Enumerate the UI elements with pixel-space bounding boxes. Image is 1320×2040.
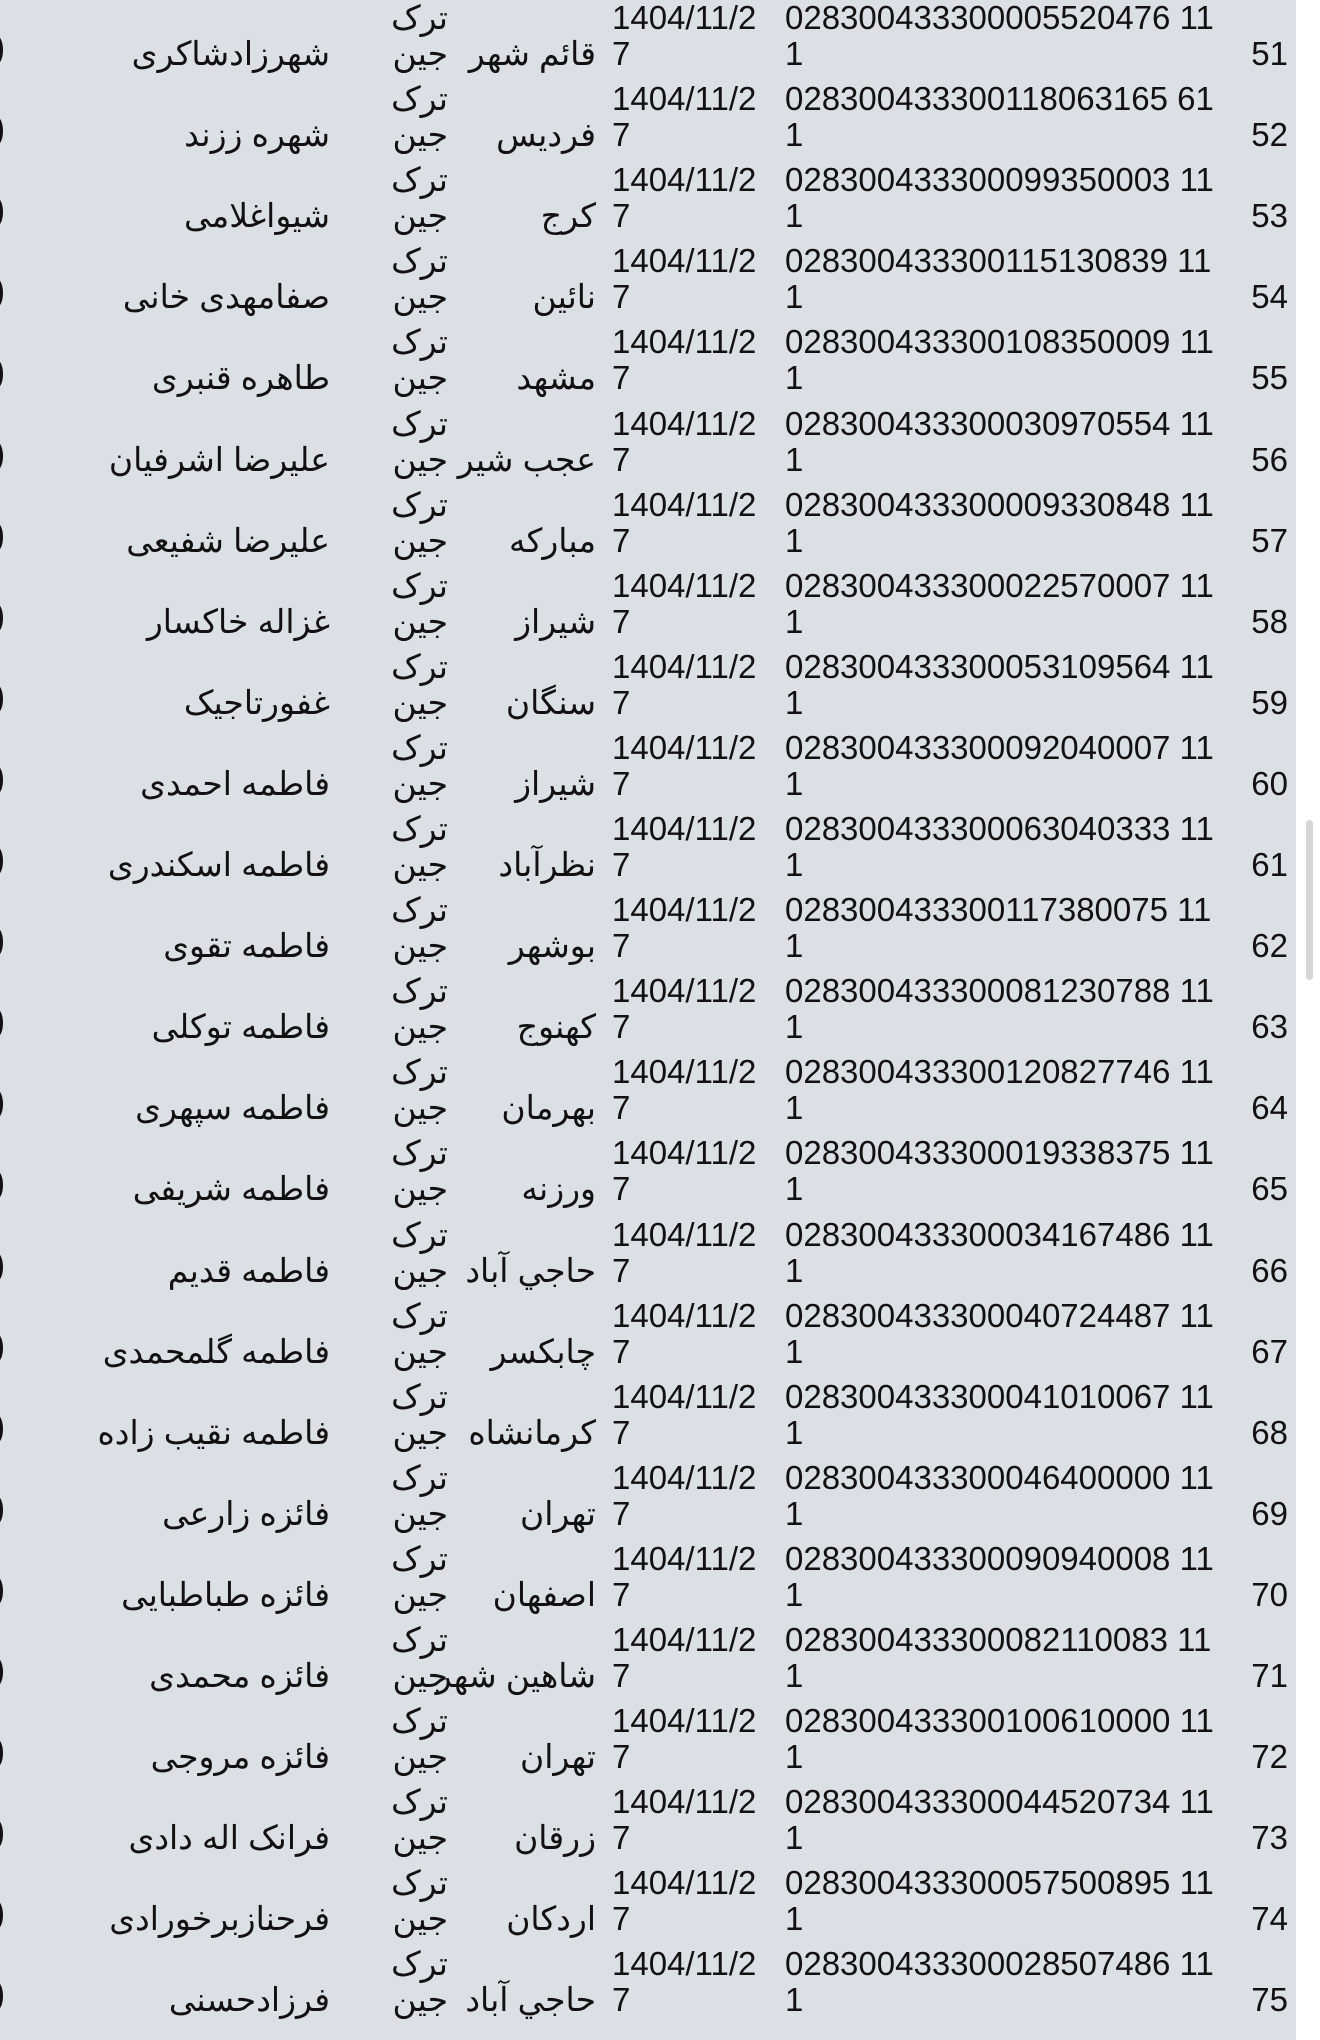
row-number: 70	[1251, 1575, 1288, 1613]
city: بوشهر	[508, 927, 596, 965]
tracking-code-wrap: 1	[785, 1170, 804, 1208]
table-row	[0, 730, 1296, 811]
cut-off-glyph	[0, 928, 3, 956]
full-name: غزاله خاکسار	[146, 602, 330, 640]
full-name: فاطمه سپهری	[135, 1089, 330, 1127]
item-type-wrap: جین	[392, 35, 448, 72]
date-wrap: 7	[612, 683, 631, 721]
tracking-code: 028300433300046400000 11	[785, 1458, 1214, 1496]
item-type: ترک	[391, 0, 448, 36]
item-type-wrap: جین	[392, 1657, 448, 1694]
table-row	[0, 568, 1296, 649]
table-row	[0, 811, 1296, 892]
cut-off-glyph	[0, 1496, 3, 1524]
table-row	[0, 243, 1296, 324]
item-type-wrap: جین	[392, 683, 448, 721]
tracking-code: 028300433300022570007 11	[785, 566, 1214, 604]
full-name: غفورتاجیک	[183, 683, 330, 721]
tracking-code: 028300433300108350009 11	[785, 323, 1214, 361]
item-type-wrap: جین	[392, 1494, 448, 1532]
tracking-code-wrap: 1	[785, 1657, 804, 1694]
date: 1404/11/2	[612, 1539, 757, 1577]
row-number: 71	[1251, 1657, 1288, 1694]
row-number: 68	[1251, 1413, 1288, 1451]
scrollbar-thumb[interactable]	[1306, 820, 1313, 980]
row-number: 63	[1251, 1008, 1288, 1046]
date: 1404/11/2	[612, 161, 757, 199]
row-number: 54	[1251, 278, 1288, 316]
cut-off-glyph	[0, 1658, 3, 1686]
row-number: 74	[1251, 1900, 1288, 1938]
city: کرمانشاه	[468, 1413, 596, 1451]
tracking-code: 028300433300019338375 11	[785, 1134, 1214, 1172]
city: حاجي آباد	[465, 1981, 596, 2019]
table-row	[0, 1541, 1296, 1622]
full-name: فاطمه شریفی	[132, 1170, 330, 1208]
table-row	[0, 162, 1296, 243]
tracking-code: 028300433300030970554 11	[785, 404, 1214, 442]
city: کرج	[540, 197, 596, 235]
date-wrap: 7	[612, 1089, 631, 1127]
tracking-code: 028300433300081230788 11	[785, 972, 1214, 1010]
tracking-code-wrap: 1	[785, 1332, 804, 1370]
tracking-code-wrap: 1	[785, 846, 804, 883]
table-row	[0, 1946, 1296, 2027]
row-number: 51	[1251, 35, 1288, 72]
scrollbar-track[interactable]	[1296, 0, 1320, 2040]
city: سنگان	[505, 683, 596, 721]
cut-off-glyph	[0, 279, 3, 307]
table-row	[0, 649, 1296, 730]
item-type: ترک	[391, 1621, 448, 1658]
full-name: علیرضا اشرفیان	[108, 440, 330, 478]
full-name: فائزه طباطبایی	[121, 1575, 330, 1613]
row-number: 53	[1251, 197, 1288, 235]
item-type: ترک	[391, 647, 448, 685]
full-name: فائزه محمدی	[149, 1657, 330, 1694]
date: 1404/11/2	[612, 485, 757, 523]
city: قائم شهر	[468, 35, 596, 72]
tracking-code: 028300433300115130839 11	[785, 242, 1212, 280]
full-name: فرزادحسنی	[168, 1981, 330, 2019]
table-row	[0, 406, 1296, 487]
cut-off-glyph	[0, 1090, 3, 1118]
date: 1404/11/2	[612, 1458, 757, 1496]
row-number: 69	[1251, 1494, 1288, 1532]
table-row	[0, 1622, 1296, 1703]
date-wrap: 7	[612, 1819, 631, 1857]
row-number: 60	[1251, 764, 1288, 802]
item-type-wrap: جین	[392, 278, 448, 316]
city: مشهد	[516, 359, 596, 397]
city: اصفهان	[492, 1575, 596, 1613]
tracking-code: 028300433300009330848 11	[785, 485, 1214, 523]
row-number: 57	[1251, 521, 1288, 559]
tracking-code: 028300433300034167486 11	[785, 1215, 1214, 1253]
item-type: ترک	[391, 1134, 448, 1172]
full-name: فاطمه توکلی	[151, 1008, 330, 1046]
date: 1404/11/2	[612, 242, 757, 280]
cut-off-glyph	[0, 1982, 3, 2010]
item-type: ترک	[391, 728, 448, 766]
row-number: 65	[1251, 1170, 1288, 1208]
date: 1404/11/2	[612, 1053, 757, 1091]
item-type-wrap: جین	[392, 1008, 448, 1046]
date: 1404/11/2	[612, 0, 757, 36]
cut-off-glyph	[0, 360, 3, 388]
tracking-code-wrap: 1	[785, 1575, 804, 1613]
tracking-code-wrap: 1	[785, 1494, 804, 1532]
tracking-code-wrap: 1	[785, 1819, 804, 1857]
item-type-wrap: جین	[392, 927, 448, 965]
city: کهنوج	[516, 1008, 596, 1046]
date-wrap: 7	[612, 1494, 631, 1532]
item-type: ترک	[391, 1945, 448, 1983]
tracking-code: 028300433300100610000 11	[785, 1702, 1214, 1740]
tracking-code-wrap: 1	[785, 602, 804, 640]
full-name: فاطمه تقوی	[163, 927, 330, 965]
city: اردکان	[506, 1900, 596, 1938]
item-type: ترک	[391, 566, 448, 604]
full-name: فائزه مروجی	[150, 1738, 330, 1776]
table-row	[0, 1298, 1296, 1379]
cut-off-glyph	[0, 604, 3, 632]
table-row	[0, 81, 1296, 162]
full-name: فرانک اله دادی	[128, 1819, 330, 1857]
row-number: 66	[1251, 1251, 1288, 1289]
row-number: 67	[1251, 1332, 1288, 1370]
date-wrap: 7	[612, 1251, 631, 1289]
tracking-code-wrap: 1	[785, 35, 804, 72]
full-name: فاطمه اسکندری	[107, 846, 330, 883]
full-name: فاطمه نقیب زاده	[97, 1413, 330, 1451]
city: فرديس	[496, 116, 596, 154]
full-name: شیواغلامی	[184, 197, 330, 235]
item-type-wrap: جین	[392, 1819, 448, 1857]
date: 1404/11/2	[612, 80, 757, 118]
cut-off-glyph	[0, 685, 3, 713]
date-wrap: 7	[612, 359, 631, 397]
table-row	[0, 487, 1296, 568]
date-wrap: 7	[612, 1981, 631, 2019]
city: شيراز	[515, 764, 596, 802]
cut-off-glyph	[0, 1253, 3, 1281]
item-type-wrap: جین	[392, 1738, 448, 1776]
date: 1404/11/2	[612, 566, 757, 604]
cut-off-glyph	[0, 766, 3, 794]
item-type-wrap: جین	[392, 764, 448, 802]
item-type: ترک	[391, 972, 448, 1010]
table-row	[0, 1054, 1296, 1135]
item-type: ترک	[391, 161, 448, 199]
date-wrap: 7	[612, 1008, 631, 1046]
tracking-code-wrap: 1	[785, 764, 804, 802]
table-row	[0, 1135, 1296, 1216]
tracking-code-wrap: 1	[785, 1008, 804, 1046]
cut-off-glyph	[0, 1334, 3, 1362]
cut-off-glyph	[0, 523, 3, 551]
row-number: 64	[1251, 1089, 1288, 1127]
item-type-wrap: جین	[392, 521, 448, 559]
city: ورزنه	[521, 1170, 596, 1208]
tracking-code: 028300433300053109564 11	[785, 647, 1214, 685]
city: شاهين شهر	[435, 1657, 596, 1694]
date-wrap: 7	[612, 764, 631, 802]
table-row	[0, 1460, 1296, 1541]
table-row	[0, 973, 1296, 1054]
item-type: ترک	[391, 891, 448, 929]
date-wrap: 7	[612, 278, 631, 316]
tracking-code: 028300433300099350003 11	[785, 161, 1214, 199]
city: تهران	[519, 1494, 596, 1532]
table-row	[0, 0, 1296, 81]
row-number: 61	[1251, 846, 1288, 883]
date: 1404/11/2	[612, 1945, 757, 1983]
date: 1404/11/2	[612, 728, 757, 766]
item-type-wrap: جین	[392, 1413, 448, 1451]
date-wrap: 7	[612, 521, 631, 559]
tracking-code-wrap: 1	[785, 1413, 804, 1451]
item-type-wrap: جین	[392, 1089, 448, 1127]
tracking-code: 028300433300005520476 11	[785, 0, 1214, 36]
item-type-wrap: جین	[392, 1170, 448, 1208]
table-row	[0, 1865, 1296, 1946]
tracking-code: 028300433300090940008 11	[785, 1539, 1214, 1577]
date: 1404/11/2	[612, 972, 757, 1010]
row-number: 52	[1251, 116, 1288, 154]
item-type: ترک	[391, 1783, 448, 1821]
tracking-code-wrap: 1	[785, 927, 804, 965]
full-name: طاهره قنبری	[151, 359, 330, 397]
tracking-code: 028300433300044520734 11	[785, 1783, 1214, 1821]
table-row	[0, 1379, 1296, 1460]
date-wrap: 7	[612, 602, 631, 640]
item-type: ترک	[391, 1377, 448, 1415]
tracking-code: 028300433300092040007 11	[785, 728, 1214, 766]
item-type-wrap: جین	[392, 1575, 448, 1613]
date: 1404/11/2	[612, 1134, 757, 1172]
date-wrap: 7	[612, 116, 631, 154]
item-type: ترک	[391, 242, 448, 280]
tracking-code-wrap: 1	[785, 197, 804, 235]
city: نائين	[532, 278, 596, 316]
full-name: فاطمه احمدی	[140, 764, 330, 802]
item-type: ترک	[391, 1702, 448, 1740]
date-wrap: 7	[612, 1413, 631, 1451]
cut-off-glyph	[0, 1577, 3, 1605]
date: 1404/11/2	[612, 891, 757, 929]
full-name: صفامهدی خانی	[122, 278, 330, 316]
cut-off-glyph	[0, 1415, 3, 1443]
date-wrap: 7	[612, 1657, 631, 1694]
item-type: ترک	[391, 1296, 448, 1334]
date: 1404/11/2	[612, 1377, 757, 1415]
city: شيراز	[515, 602, 596, 640]
row-number: 73	[1251, 1819, 1288, 1857]
date-wrap: 7	[612, 1332, 631, 1370]
date-wrap: 7	[612, 927, 631, 965]
cut-off-glyph	[0, 1901, 3, 1929]
tracking-code-wrap: 1	[785, 440, 804, 478]
item-type-wrap: جین	[392, 440, 448, 478]
cut-off-glyph	[0, 117, 3, 145]
tracking-code: 028300433300063040333 11	[785, 810, 1214, 847]
cut-off-glyph	[0, 1820, 3, 1848]
item-type: ترک	[391, 1053, 448, 1091]
tracking-code: 028300433300120827746 11	[785, 1053, 1214, 1091]
row-number: 58	[1251, 602, 1288, 640]
item-type-wrap: جین	[392, 1981, 448, 2019]
city: حاجي آباد	[465, 1251, 596, 1289]
full-name: فرحنازبرخورادی	[109, 1900, 330, 1938]
date-wrap: 7	[612, 35, 631, 72]
city: زرقان	[514, 1819, 596, 1857]
city: مبارکه	[508, 521, 596, 559]
date: 1404/11/2	[612, 1864, 757, 1902]
tracking-code-wrap: 1	[785, 1251, 804, 1289]
tracking-code: 028300433300117380075 11	[785, 891, 1212, 929]
item-type-wrap: جین	[392, 1332, 448, 1370]
date: 1404/11/2	[612, 1215, 757, 1253]
date-wrap: 7	[612, 1738, 631, 1776]
tracking-code-wrap: 1	[785, 521, 804, 559]
item-type: ترک	[391, 485, 448, 523]
tracking-code-wrap: 1	[785, 1738, 804, 1776]
date: 1404/11/2	[612, 323, 757, 361]
tracking-code: 028300433300041010067 11	[785, 1377, 1214, 1415]
tracking-code: 028300433300040724487 11	[785, 1296, 1214, 1334]
tracking-code-wrap: 1	[785, 1981, 804, 2019]
full-name: علیرضا شفیعی	[126, 521, 330, 559]
full-name: فاطمه گلمحمدی	[102, 1332, 330, 1370]
row-number: 72	[1251, 1738, 1288, 1776]
table-row	[0, 1703, 1296, 1784]
full-name: فائزه زارعی	[162, 1494, 330, 1532]
item-type-wrap: جین	[392, 359, 448, 397]
city: عجب شير	[457, 440, 596, 478]
date: 1404/11/2	[612, 810, 757, 847]
row-number: 75	[1251, 1981, 1288, 2019]
date-wrap: 7	[612, 846, 631, 883]
row-number: 56	[1251, 440, 1288, 478]
table-row	[0, 1784, 1296, 1865]
city: چابکسر	[490, 1332, 596, 1370]
item-type: ترک	[391, 80, 448, 118]
tracking-code-wrap: 1	[785, 1900, 804, 1938]
row-number: 59	[1251, 683, 1288, 721]
item-type: ترک	[391, 1215, 448, 1253]
item-type: ترک	[391, 1458, 448, 1496]
item-type-wrap: جین	[392, 1900, 448, 1938]
cut-off-glyph	[0, 198, 3, 226]
full-name: شهره ززند	[184, 116, 330, 154]
date-wrap: 7	[612, 440, 631, 478]
tracking-code: 028300433300057500895 11	[785, 1864, 1214, 1902]
item-type: ترک	[391, 404, 448, 442]
city: بهرمان	[501, 1089, 596, 1127]
cut-off-glyph	[0, 36, 3, 64]
tracking-code-wrap: 1	[785, 278, 804, 316]
tracking-code: 028300433300082110083 11	[785, 1621, 1212, 1658]
item-type-wrap: جین	[392, 116, 448, 154]
date: 1404/11/2	[612, 1702, 757, 1740]
item-type: ترک	[391, 810, 448, 847]
date: 1404/11/2	[612, 404, 757, 442]
cut-off-glyph	[0, 847, 3, 875]
item-type: ترک	[391, 323, 448, 361]
date-wrap: 7	[612, 1575, 631, 1613]
row-number: 55	[1251, 359, 1288, 397]
date: 1404/11/2	[612, 1621, 757, 1658]
date: 1404/11/2	[612, 1296, 757, 1334]
full-name: فاطمه قدیم	[167, 1251, 330, 1289]
date: 1404/11/2	[612, 1783, 757, 1821]
date-wrap: 7	[612, 1170, 631, 1208]
table-row	[0, 892, 1296, 973]
item-type-wrap: جین	[392, 846, 448, 883]
date: 1404/11/2	[612, 647, 757, 685]
tracking-code-wrap: 1	[785, 116, 804, 154]
date-wrap: 7	[612, 1900, 631, 1938]
table-row	[0, 1217, 1296, 1298]
cut-off-glyph	[0, 1171, 3, 1199]
cut-off-glyph	[0, 442, 3, 470]
row-number: 62	[1251, 927, 1288, 965]
item-type-wrap: جین	[392, 602, 448, 640]
tracking-code: 028300433300028507486 11	[785, 1945, 1214, 1983]
cut-off-glyph	[0, 1739, 3, 1767]
date-wrap: 7	[612, 197, 631, 235]
cut-off-glyph	[0, 1009, 3, 1037]
item-type-wrap: جین	[392, 1251, 448, 1289]
tracking-code-wrap: 1	[785, 1089, 804, 1127]
tracking-code: 028300433300118063165 61	[785, 80, 1214, 118]
table-row	[0, 324, 1296, 405]
tracking-code-wrap: 1	[785, 359, 804, 397]
full-name: شهرزادشاکری	[131, 35, 330, 72]
item-type-wrap: جین	[392, 197, 448, 235]
tracking-code-wrap: 1	[785, 683, 804, 721]
city: تهران	[519, 1738, 596, 1776]
item-type: ترک	[391, 1539, 448, 1577]
item-type: ترک	[391, 1864, 448, 1902]
city: نظرآباد	[498, 846, 596, 883]
